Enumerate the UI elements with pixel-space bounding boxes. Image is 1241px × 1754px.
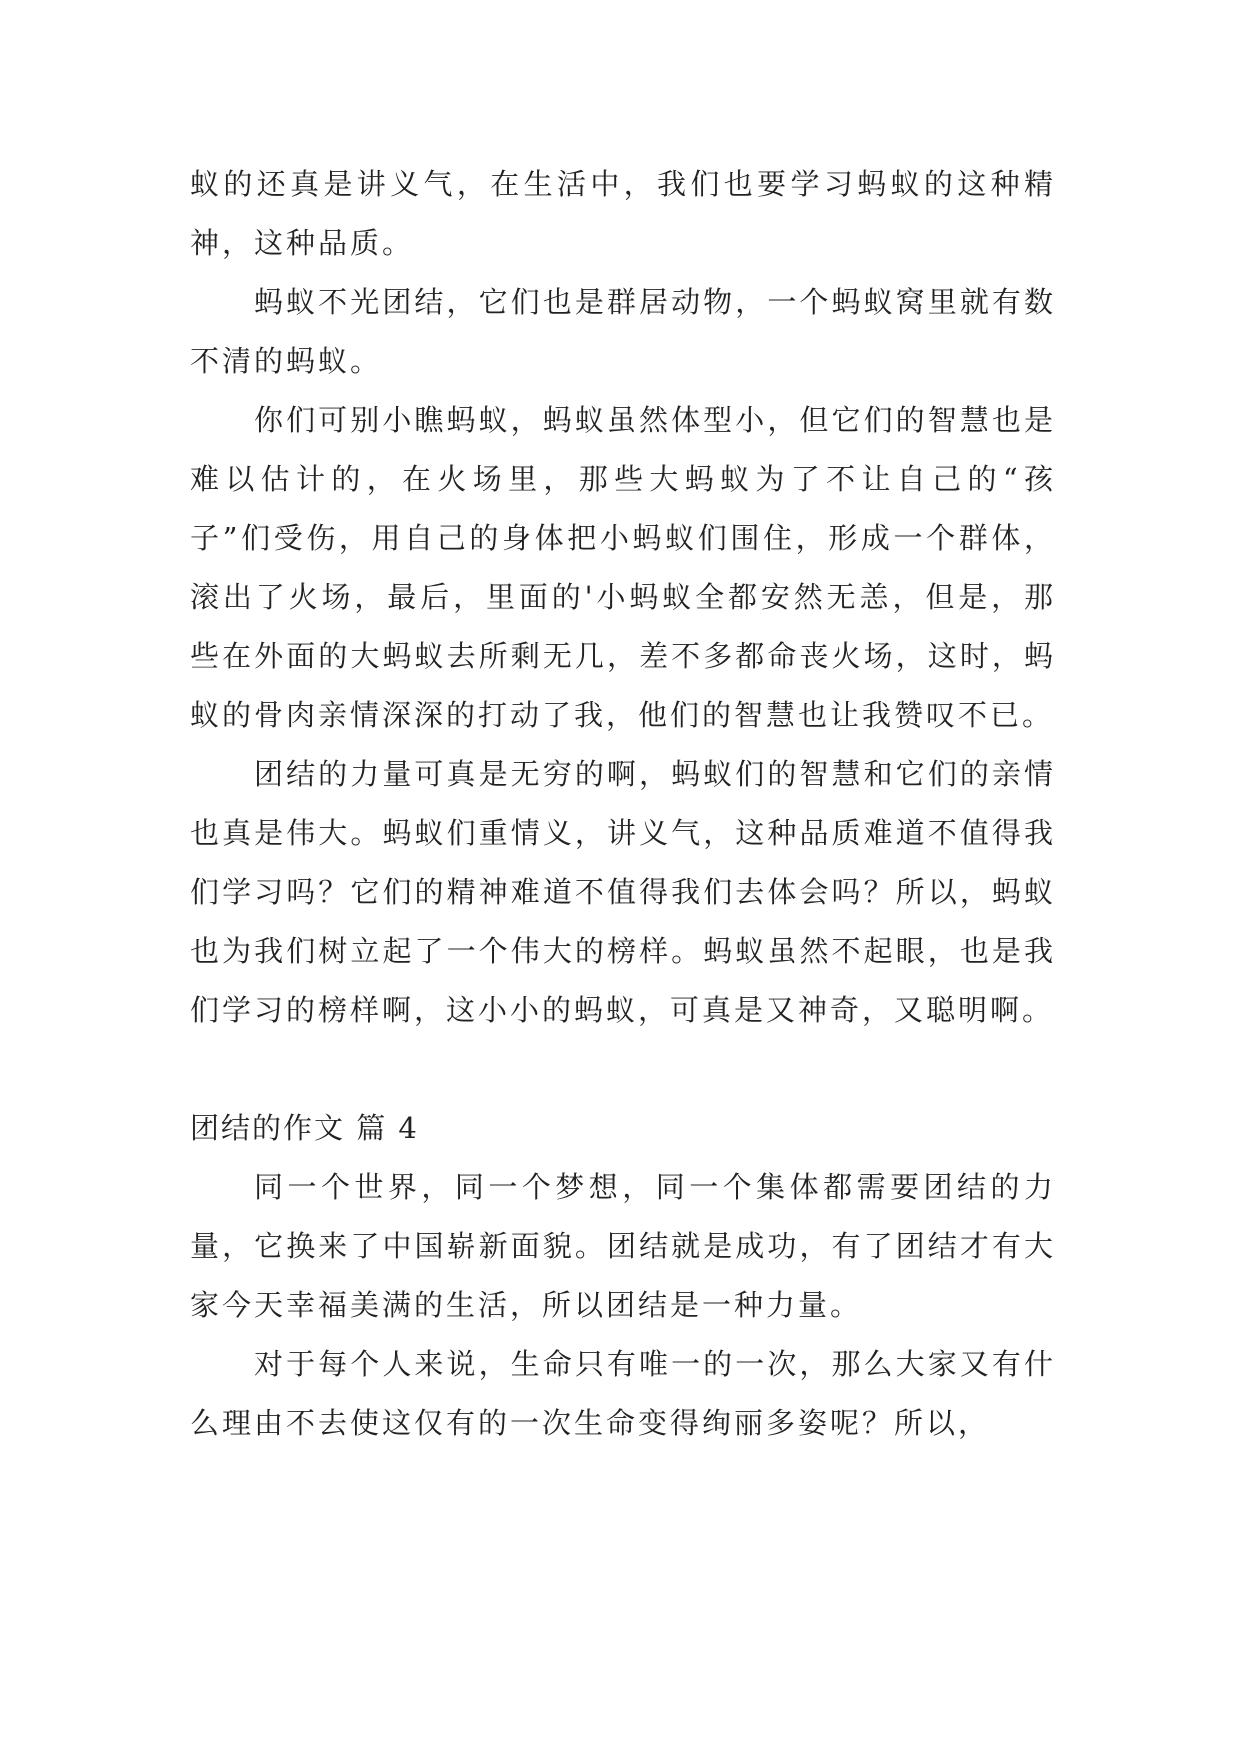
paragraph: 你们可别小瞧蚂蚁，蚂蚁虽然体型小，但它们的智慧也是难以估计的，在火场里，那些大蚂蚁为了不让自己的“孩子”们受伤，用自己的身体把小蚂蚁们围住，形成一个群体，滚出了火场，最后，里面的'小蚂蚁全都安然无恙，但是，那些在外面的大蚂蚁去所剩无几，差不多都命丧火场，这时，蚂蚁的骨肉亲情深深的打动了我，他们的智慧也让我赞叹不已。: [190, 403, 1056, 732]
paragraph: 同一个世界，同一个梦想，同一个集体都需要团结的力量，它换来了中国崭新面貌。团结就是成功，有了团结才有大家今天幸福美满的生活，所以团结是一种力量。: [190, 1170, 1056, 1322]
section-heading: 团结的作文 篇 4: [190, 1111, 419, 1145]
paragraph: 对于每个人来说，生命只有唯一的一次，那么大家又有什么理由不去使这仅有的一次生命变得绚丽多姿呢？所以，: [190, 1347, 1056, 1440]
paragraph: 团结的力量可真是无穷的啊，蚂蚁们的智慧和它们的亲情也真是伟大。蚂蚁们重情义，讲义气，这种品质难道不值得我们学习吗？它们的精神难道不值得我们去体会吗？所以，蚂蚁也为我们树立起了一个伟大的榜样。蚂蚁虽然不起眼，也是我们学习的榜样啊，这小小的蚂蚁，可真是又神奇，又聪明啊。: [190, 757, 1056, 1027]
document-page: [190, 155, 1056, 1453]
paragraph: 蚁的还真是讲义气，在生活中，我们也要学习蚂蚁的这种精神，这种品质。: [190, 167, 1056, 260]
paragraph: 蚂蚁不光团结，它们也是群居动物，一个蚂蚁窝里就有数不清的蚂蚁。: [190, 285, 1056, 378]
